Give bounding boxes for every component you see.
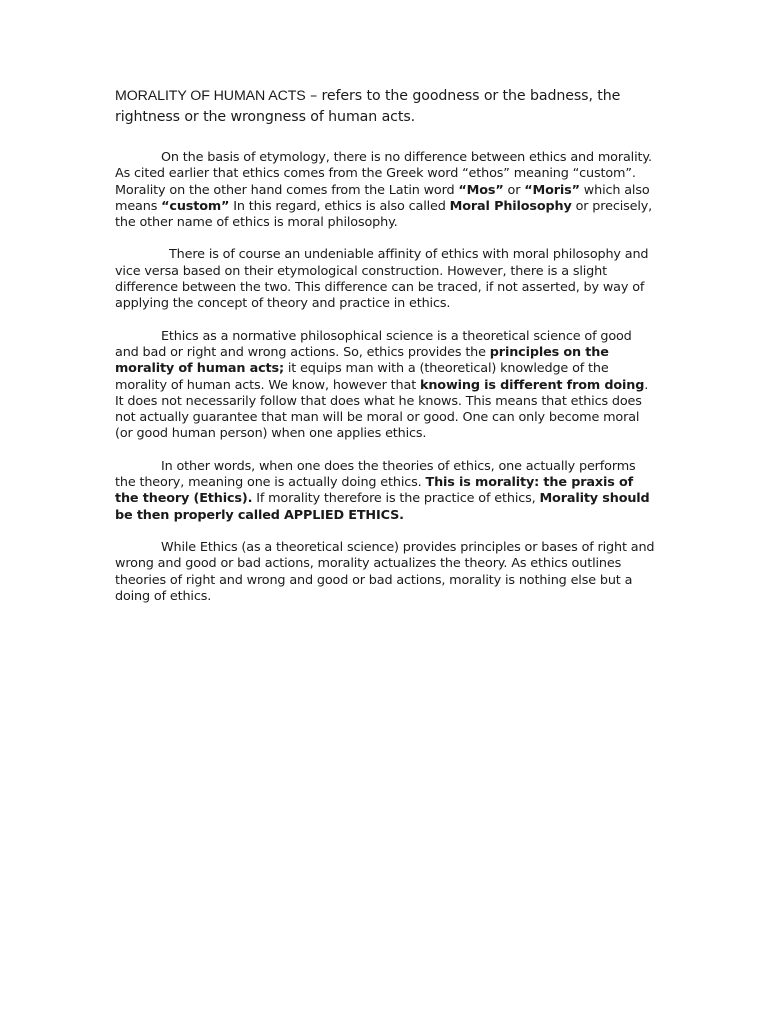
paragraph-text: If morality therefore is the practice of ethics,: [252, 491, 540, 507]
bold-term: Moral Philosophy: [449, 198, 572, 214]
paragraph-text: . It does not necessarily follow that does what he knows. This means that ethics does not actually guarantee that man will be moral or good. One can only become moral (or good human person) when one applies ethics.: [115, 377, 649, 442]
paragraph-text: In this regard, ethics is also called: [229, 198, 450, 214]
document-page: [115, 86, 655, 621]
paragraph-text: Ethics as a normative philosophical science is a theoretical science of good and bad or right and wrong actions. So, ethics provides the: [115, 328, 632, 360]
paragraph-text: While Ethics (as a theoretical science) provides principles or bases of right and wrong and good or bad actions, morality actualizes the theory. As ethics outlines theories of right and wrong and good or bad actions, morality is nothing else but a doing of ethics.: [115, 539, 655, 604]
paragraph-praxis: [115, 459, 655, 524]
document-title: [115, 86, 655, 128]
bold-term: knowing is different from doing: [419, 377, 645, 393]
bold-term: “Moris”: [524, 182, 580, 198]
paragraph-affinity: [115, 247, 655, 312]
bold-term: Morality should be then properly called APPLIED ETHICS.: [115, 491, 650, 523]
bold-term: principles on the morality of human acts;: [115, 344, 609, 377]
title-definition: – refers to the goodness or the badness, the rightness or the wrongness of human acts.: [115, 88, 621, 125]
paragraph-text: On the basis of etymology, there is no difference between ethics and morality. As cited earlier that ethics comes from the Greek word “ethos” meaning “custom”. Morality on the other hand comes from the Latin word: [115, 150, 652, 198]
bold-term: “custom”: [161, 198, 230, 214]
paragraph-normative-science: [115, 329, 655, 443]
paragraph-text: There is of course an undeniable affinity of ethics with moral philosophy and vice versa based on their etymological construction. However, there is a slight difference between the two. This difference can be traced, if not asserted, by way of applying the concept of theory and practice in ethics.: [115, 247, 649, 312]
paragraph-text: it equips man with a (theoretical) knowledge of the morality of human acts. We know, however that: [115, 361, 609, 393]
paragraph-text: which also means: [115, 182, 650, 214]
paragraph-conclusion: [115, 540, 655, 605]
paragraph-etymology: [115, 150, 655, 231]
title-heading: MORALITY OF HUMAN ACTS: [115, 88, 306, 104]
paragraph-text: or: [503, 182, 525, 198]
bold-term: This is morality: the praxis of the theory (Ethics).: [115, 475, 634, 507]
paragraph-text: In other words, when one does the theories of ethics, one actually performs the theory, meaning one is actually doing ethics.: [115, 458, 636, 491]
bold-term: “Mos”: [458, 182, 504, 198]
paragraph-text: or precisely, the other name of ethics is moral philosophy.: [115, 198, 653, 231]
